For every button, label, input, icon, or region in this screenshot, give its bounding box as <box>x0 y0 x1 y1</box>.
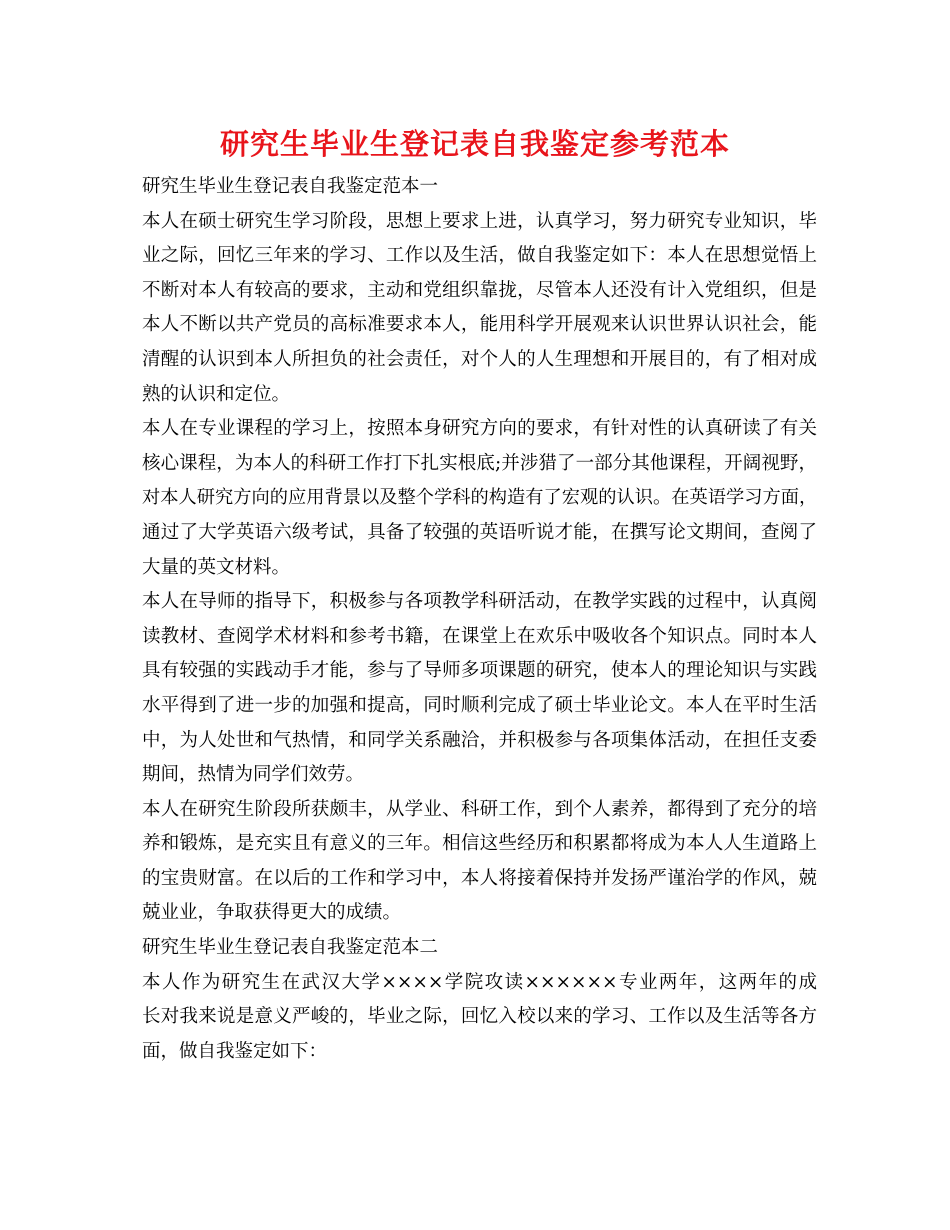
section-heading: 研究生毕业生登记表自我鉴定范本二 <box>142 937 439 959</box>
paragraph-line: 通过了大学英语六级考试，具备了较强的英语听说才能，在撰写论文期间，查阅了 <box>142 521 817 543</box>
document-title: 研究生毕业生登记表自我鉴定参考范本 <box>219 127 730 161</box>
paragraph-line: 本人不断以共产党员的高标准要求本人，能用科学开展观来认识世界认识社会，能 <box>142 314 817 336</box>
paragraph-line: 本人在专业课程的学习上，按照本身研究方向的要求，有针对性的认真研读了有关 <box>142 418 817 440</box>
paragraph-line: 本人在研究生阶段所获颇丰，从学业、科研工作，到个人素养，都得到了充分的培 <box>142 798 817 820</box>
document-body <box>142 170 817 1069</box>
paragraph-line: 面，做自我鉴定如下： <box>142 1040 328 1062</box>
paragraph-line: 兢业业，争取获得更大的成绩。 <box>142 902 402 924</box>
paragraph-line: 核心课程，为本人的科研工作打下扎实根底;并涉猎了一部分其他课程，开阔视野， <box>142 452 817 474</box>
paragraph-line: 熟的认识和定位。 <box>142 383 291 405</box>
paragraph-line: 期间，热情为同学们效劳。 <box>142 764 365 786</box>
paragraph-line: 长对我来说是意义严峻的，毕业之际，回忆入校以来的学习、工作以及生活等各方 <box>142 1006 817 1028</box>
paragraph-line: 本人在导师的指导下，积极参与各项教学科研活动，在教学实践的过程中，认真阅 <box>142 591 817 613</box>
paragraph-line: 大量的英文材料。 <box>142 556 291 578</box>
paragraph-line: 水平得到了进一步的加强和提高，同时顺利完成了硕士毕业论文。本人在平时生活 <box>142 694 817 716</box>
section-heading: 研究生毕业生登记表自我鉴定范本一 <box>142 176 439 197</box>
paragraph-line: 的宝贵财富。在以后的工作和学习中，本人将接着保持并发扬严谨治学的作风，兢 <box>142 867 817 889</box>
paragraph-line: 本人作为研究生在武汉大学××××学院攻读××××××专业两年，这两年的成 <box>142 971 817 993</box>
paragraph-line: 具有较强的实践动手才能，参与了导师多项课题的研究，使本人的理论知识与实践 <box>142 660 817 682</box>
paragraph-line: 清醒的认识到本人所担负的社会责任，对个人的人生理想和开展目的，有了相对成 <box>142 348 817 370</box>
paragraph-line: 读教材、查阅学术材料和参考书籍，在课堂上在欢乐中吸收各个知识点。同时本人 <box>142 625 817 647</box>
paragraph-line: 不断对本人有较高的要求，主动和党组织靠拢，尽管本人还没有计入党组织，但是 <box>142 279 817 301</box>
paragraph-line: 本人在硕士研究生学习阶段，思想上要求上进，认真学习，努力研究专业知识，毕 <box>142 210 817 232</box>
paragraph-line: 对本人研究方向的应用背景以及整个学科的构造有了宏观的认识。在英语学习方面， <box>142 487 818 509</box>
paragraph-line: 业之际，回忆三年来的学习、工作以及生活，做自我鉴定如下：本人在思想觉悟上 <box>142 245 817 267</box>
paragraph-line: 养和锻炼，是充实且有意义的三年。相信这些经历和积累都将成为本人人生道路上 <box>142 833 817 855</box>
paragraph-line: 中，为人处世和气热情，和同学关系融洽，并积极参与各项集体活动，在担任支委 <box>142 729 817 751</box>
